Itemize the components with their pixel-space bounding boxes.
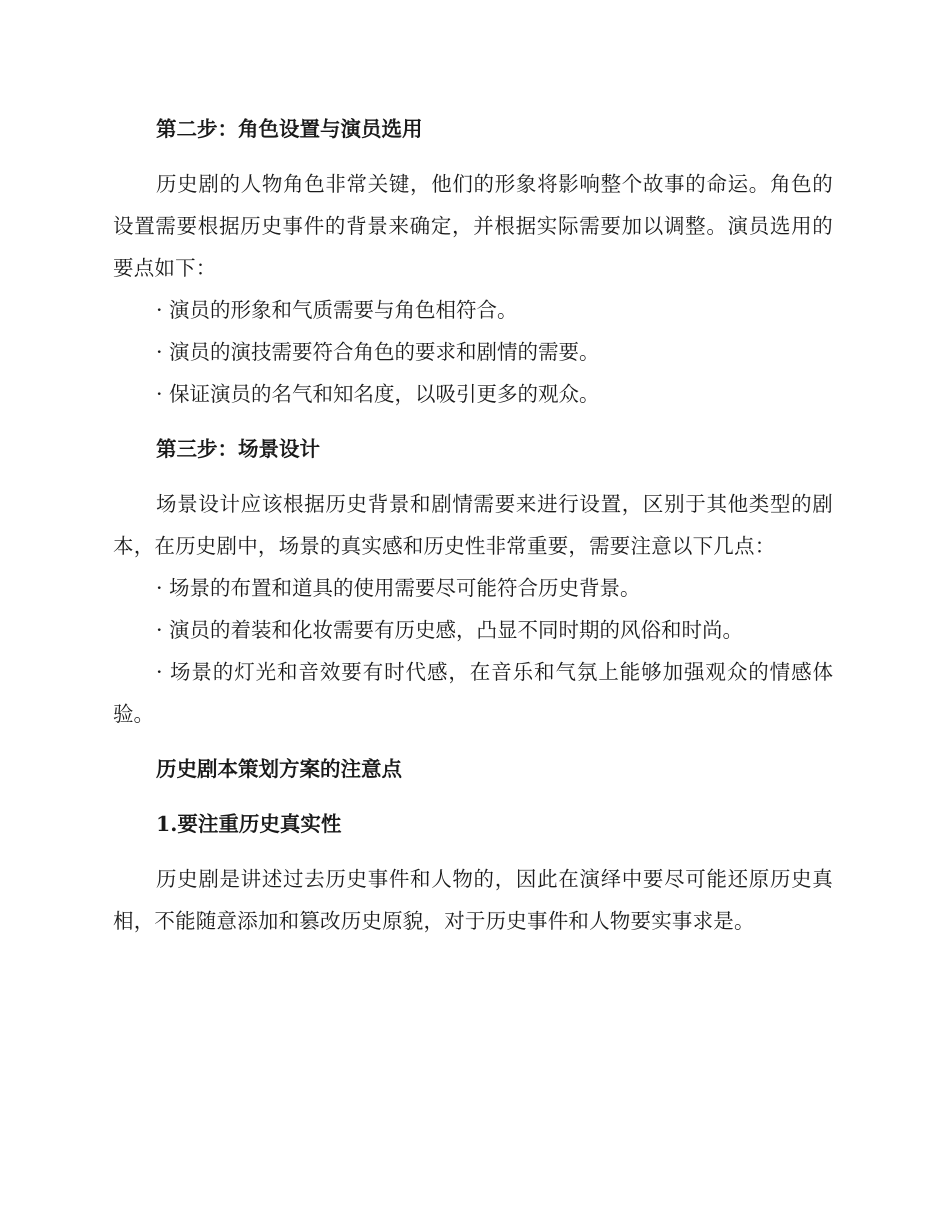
bullet-item: · 演员的着装和化妆需要有历史感，凸显不同时期的风俗和时尚。	[156, 618, 744, 642]
bullet-item: · 保证演员的名气和知名度，以吸引更多的观众。	[156, 382, 600, 406]
point1-paragraph: 历史剧是讲述过去历史事件和人物的，因此在演绎中要尽可能还原历史真相，不能随意添加和篡改历史原貌，对于历史事件和人物要实事求是。	[113, 867, 833, 933]
point1-heading: 1.要注重历史真实性	[156, 812, 342, 836]
bullet-item: · 场景的布置和道具的使用需要尽可能符合历史背景。	[156, 576, 641, 600]
paragraph-step2: 历史剧的人物角色非常关键，他们的形象将影响整个故事的命运。角色的设置需要根据历史事件的背景来确定，并根据实际需要加以调整。演员选用的要点如下：	[113, 172, 833, 280]
bullet-item: · 场景的灯光和音效要有时代感，在音乐和气氛上能够加强观众的情感体验。	[113, 660, 833, 726]
document-page	[113, 108, 833, 942]
bullet-item: · 演员的形象和气质需要与角色相符合。	[156, 298, 518, 322]
section-heading-step2: 第二步：角色设置与演员选用	[156, 117, 423, 141]
section-heading-step3: 第三步：场景设计	[156, 437, 320, 461]
paragraph-step3: 场景设计应该根据历史背景和剧情需要来进行设置，区别于其他类型的剧本，在历史剧中，场景的真实感和历史性非常重要，需要注意以下几点：	[113, 492, 833, 558]
bullet-item: · 演员的演技需要符合角色的要求和剧情的需要。	[156, 340, 600, 364]
notes-heading: 历史剧本策划方案的注意点	[156, 757, 402, 781]
